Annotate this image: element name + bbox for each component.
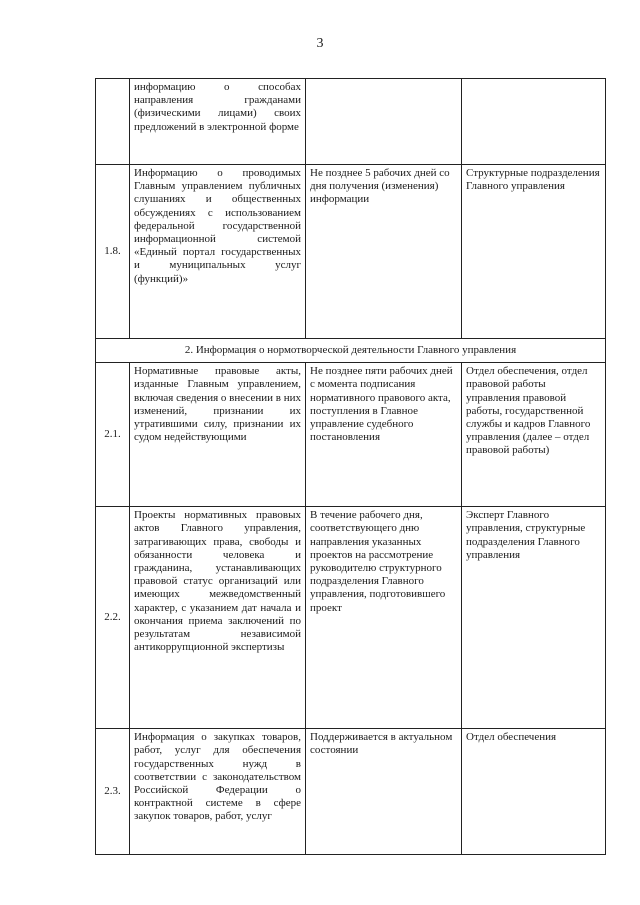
row-number xyxy=(96,79,130,165)
row-responsible: Отдел обеспечения xyxy=(462,729,606,855)
row-term: В течение рабочего дня, соответствующего дню направления указанных проектов на рассмотрение руководителю структурного подразделения Главного управления, подготовившего проект xyxy=(306,507,462,729)
row-number: 2.1. xyxy=(96,363,130,507)
row-description: информацию о способах направления гражданами (физическими лицами) своих предложений в электронной форме xyxy=(130,79,306,165)
row-description: Проекты нормативных правовых актов Главного управления, затрагивающих права, свободы и обязанности человека и гражданина, устанавливающих правовой статус организаций или имеющих межведомственный характер, с указанием дат начала и окончания приема заключений по результатам независимой антикоррупционной экспертизы xyxy=(130,507,306,729)
table-row xyxy=(96,165,606,339)
row-term xyxy=(306,79,462,165)
row-responsible: Отдел обеспечения, отдел правовой работы управления правовой работы, государственной службы и кадров Главного управления (далее – отдел правовой работы) xyxy=(462,363,606,507)
row-responsible: Структурные подразделения Главного управления xyxy=(462,165,606,339)
section-heading: 2. Информация о нормотворческой деятельности Главного управления xyxy=(96,339,606,363)
section-heading-row xyxy=(96,339,606,363)
row-description: Информацию о проводимых Главным управлением публичных слушаниях и общественных обсуждениях с использованием федеральной государственной информационной системой «Единый портал государственных и муниципальных услуг (функций)» xyxy=(130,165,306,339)
page-number: 3 xyxy=(316,36,324,51)
row-term: Не позднее пяти рабочих дней с момента подписания нормативного правового акта, поступления в Главное управление судебного постановления xyxy=(306,363,462,507)
information-table xyxy=(95,78,606,855)
row-description: Нормативные правовые акты, изданные Главным управлением, включая сведения о внесении в них изменений, признании их утратившими силу, признании их судом недействующими xyxy=(130,363,306,507)
row-number: 2.2. xyxy=(96,507,130,729)
row-term: Не позднее 5 рабочих дней со дня получения (изменения) информации xyxy=(306,165,462,339)
row-description: Информация о закупках товаров, работ, услуг для обеспечения государственных нужд в соответствии с законодательством Российской Федерации о контрактной системе в сфере закупок товаров, работ, услуг xyxy=(130,729,306,855)
row-number: 2.3. xyxy=(96,729,130,855)
row-number: 1.8. xyxy=(96,165,130,339)
row-term: Поддерживается в актуальном состоянии xyxy=(306,729,462,855)
row-responsible: Эксперт Главного управления, структурные подразделения Главного управления xyxy=(462,507,606,729)
table-row xyxy=(96,729,606,855)
table-row xyxy=(96,79,606,165)
row-responsible xyxy=(462,79,606,165)
table-row xyxy=(96,507,606,729)
table-row xyxy=(96,363,606,507)
